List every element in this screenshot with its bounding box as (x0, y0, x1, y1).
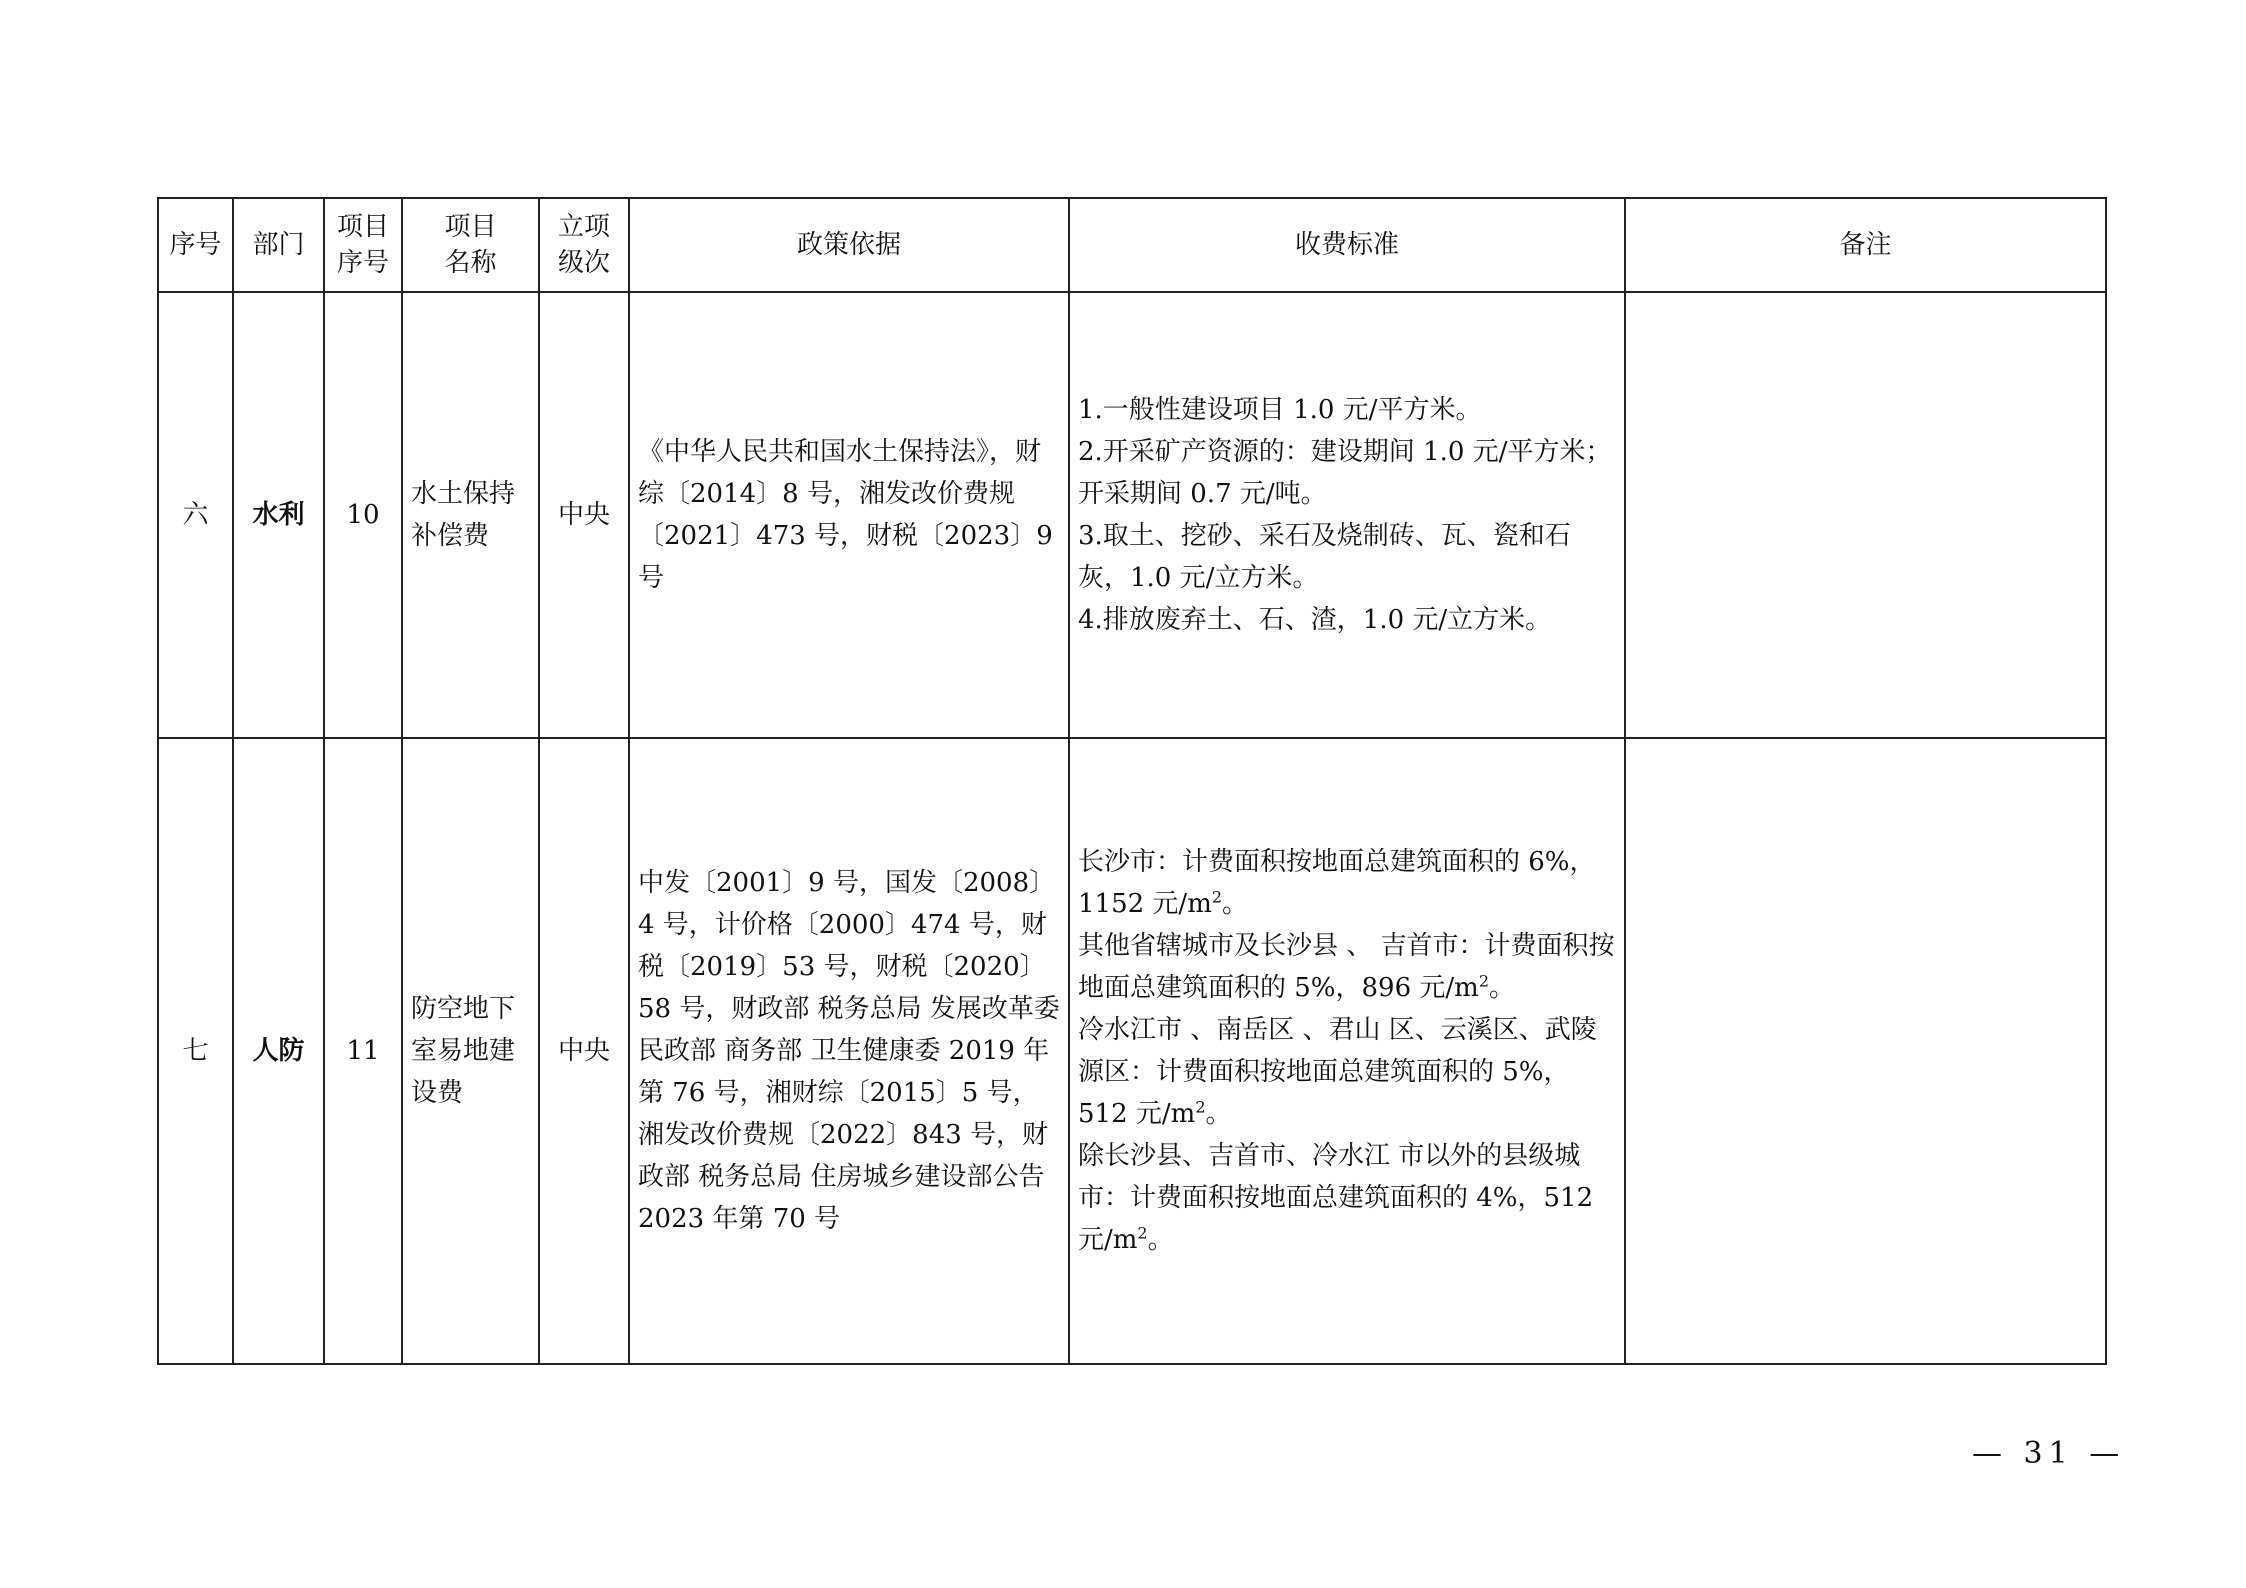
table-row (158, 738, 2106, 1364)
row-item-name: 防空地下室易地建设费 (402, 738, 539, 1364)
header-item-name-line2: 名称 (444, 248, 497, 278)
row-item-name: 水土保持补偿费 (402, 292, 539, 738)
header-level-line1: 立项 (557, 212, 610, 242)
standard-item (1078, 1009, 1616, 1135)
row-level: 中央 (539, 738, 629, 1364)
standard-tail: 。 (1147, 1225, 1174, 1255)
row-dept: 水利 (233, 292, 324, 738)
standard-item: 2.开采矿产资源的：建设期间 1.0 元/平方米；开采期间 0.7 元/吨。 (1078, 437, 1612, 509)
row-remark (1625, 292, 2106, 738)
standard-tail: 。 (1489, 973, 1516, 1003)
header-level (539, 198, 629, 292)
header-standard: 收费标准 (1069, 198, 1625, 292)
standard-text: 长沙市：计费面积按地面总建筑面积的 6%，1152 元/m (1078, 847, 1596, 919)
page-number: — 31 — (1972, 1436, 2126, 1471)
row-policy: 中发〔2001〕9 号，国发〔2008〕4 号，计价格〔2000〕474 号，财税〔2019〕53 号，财税〔2020〕58 号，财政部 税务总局 发展改革委 民政部 商务部 卫生健康委 2019 年第 76 号，湘财综〔2015〕5 号，湘发改价费规〔2022〕843 号，财政部 税务总局 住房城乡建设部公告 2023 年第 70 号 (629, 738, 1069, 1364)
header-item-no-line1: 项目 (336, 212, 389, 242)
header-policy: 政策依据 (629, 198, 1069, 292)
standard-tail: 。 (1222, 889, 1249, 919)
header-level-line2: 级次 (557, 248, 610, 278)
row-level: 中央 (539, 292, 629, 738)
row-standard (1069, 738, 1625, 1364)
header-dept: 部门 (233, 198, 324, 292)
standard-text: 除长沙县、吉首市、冷水江 市以外的县级城市：计费面积按地面总建筑面积的 4%，512 元/m (1078, 1141, 1594, 1255)
header-item-name (402, 198, 539, 292)
superscript: 2 (1137, 1223, 1148, 1243)
row-seq: 六 (158, 292, 233, 738)
fee-table (157, 197, 2107, 1365)
standard-item: 1.一般性建设项目 1.0 元/平方米。 (1078, 395, 1482, 425)
standard-item: 4.排放废弃土、石、渣，1.0 元/立方米。 (1078, 605, 1552, 635)
standard-tail: 。 (1205, 1099, 1232, 1129)
table-row (158, 292, 2106, 738)
row-dept: 人防 (233, 738, 324, 1364)
header-remark: 备注 (1625, 198, 2106, 292)
row-item-no: 10 (324, 292, 402, 738)
superscript: 2 (1195, 1097, 1206, 1117)
superscript: 2 (1211, 887, 1223, 907)
row-remark (1625, 738, 2106, 1364)
row-policy: 《中华人民共和国水土保持法》，财综〔2014〕8 号，湘发改价费规〔2021〕473 号，财税〔2023〕9 号 (629, 292, 1069, 738)
row-item-no: 11 (324, 738, 402, 1364)
header-item-name-line1: 项目 (444, 212, 497, 242)
row-seq: 七 (158, 738, 233, 1364)
standard-text: 冷水江市 、南岳区 、君山 区、云溪区、武陵源区：计费面积按地面总建筑面积的 5%，512 元/m (1078, 1015, 1597, 1129)
standard-item (1078, 1135, 1616, 1261)
superscript: 2 (1478, 971, 1490, 991)
row-standard (1069, 292, 1625, 738)
header-seq: 序号 (158, 198, 233, 292)
standard-item (1078, 925, 1616, 1009)
standard-text: 其他省辖城市及长沙县 、 吉首市：计费面积按地面总建筑面积的 5%，896 元/m (1078, 931, 1615, 1003)
header-item-no (324, 198, 402, 292)
header-row (158, 198, 2106, 292)
standard-item: 3.取土、挖砂、采石及烧制砖、瓦、瓷和石灰，1.0 元/立方米。 (1078, 521, 1571, 593)
standard-item (1078, 841, 1616, 925)
header-item-no-line2: 序号 (336, 248, 389, 278)
